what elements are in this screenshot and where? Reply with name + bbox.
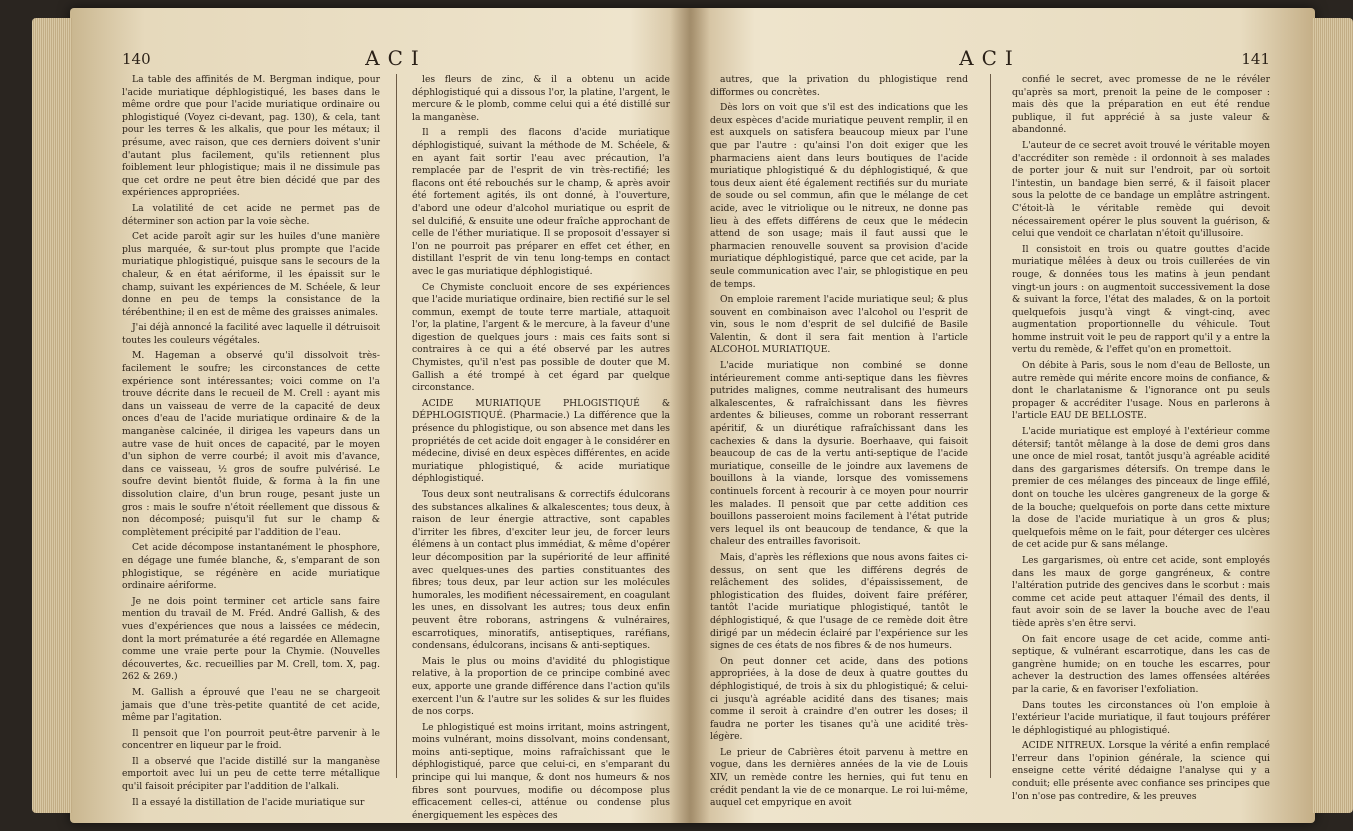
paragraph: La table des affinités de M. Bergman indique, pour l'acide muriatique déphlogistiqué, les bases dans le même ordre que pour l'acide muriatique ordinaire ou phlogistiqué (Voyez ci-devant, pag. 130), & cela, tant pour les terres & les alkalis, que pour les métaux; il présume, avec raison, que ces derniers doivent s'unir d'autant plus facilement, qu'ils retiennent plus foiblement leur phlogistique; mais il ne dissimule pas que cet ordre ne peut être bien décidé que par des expériences appropriées. (122, 74, 380, 199)
column-rule (396, 74, 397, 778)
right-column-2 (1012, 74, 1270, 813)
paragraph: Le phlogistiqué est moins irritant, moins astringent, moins vulnérant, moins dissolvant, moins condensant, moins anti-septique, moins rafraîchissant que le déphlogistiqué, parce que celui-ci, en s'emparant du principe qui lui manque, & dont nos humeurs & nos fibres sont pourvues, modifie ou décompose plus efficacement celles-ci, atténue ou condense plus énergiquement les espèces des (412, 721, 670, 821)
paragraph: Tous deux sont neutralisans & correctifs édulcorans des substances alkalines & alkalescentes; tous deux, à raison de leur énergie attractive, sont capables d'irriter les fibres, d'exciter leur jeu, de forcer leurs élémens à un contact plus immédiat, & même d'opérer leur décomposition par la supériorité de leur affinité avec quelques-unes des parties constituantes des fibres; tous deux, par leur action sur les molécules humorales, les modifient nécessairement, en coagulant les unes, en dissolvant les autres; tous deux enfin peuvent être roborans, astringens & vulnéraires, escarrotiques, minoratifs, antiseptiques, raréfians, condensans, édulcorans, incisans & anti-septiques. (412, 489, 670, 652)
paragraph: les fleurs de zinc, & il a obtenu un acide déphlogistiqué qui a dissous l'or, la platine, l'argent, le mercure & le plomb, comme celui qui a été distillé sur la manganèse. (412, 74, 670, 123)
paragraph: Il a observé que l'acide distillé sur la manganèse emportoit avec lui un peu de cette terre métallique qu'il faisoit précipiter par l'addition de l'alkali. (122, 755, 380, 793)
open-book (70, 8, 1315, 823)
right-page (710, 38, 1270, 809)
paragraph: On débite à Paris, sous le nom d'eau de Belloste, un autre remède qui mérite encore moins de confiance, & dont le charlatanisme & l'ignorance ont pu seuls propager & accréditer l'usage. Nous en parlerons à l'article EAU DE BELLOSTE. (1012, 360, 1270, 422)
left-column-1 (122, 74, 380, 825)
paragraph: L'auteur de ce secret avoit trouvé le véritable moyen d'accréditer son remède : il ordonnoit à ses malades de porter jour & nuit sur l'endroit, par où sortoit l'intestin, un bandage bien serré, & il faisoit placer sous la pelotte de ce bandage un emplâtre astringent. C'étoit-là le véritable remède qui devoit nécessairement opérer le plus souvent la guérison, & celui que vendoit ce charlatan n'étoit qu'illusoire. (1012, 139, 1270, 240)
paragraph: On emploie rarement l'acide muriatique seul; & plus souvent en combinaison avec l'alcohol ou l'esprit de vin, sous le nom d'esprit de sel dulcifié de Basile Valentin, & dont il sera fait mention à l'article ALCOHOL MURIATIQUE. (710, 294, 968, 356)
paragraph: Il a essayé la distillation de l'acide muriatique sur (132, 796, 365, 808)
right-page-number: 141 (1241, 50, 1270, 68)
column-rule (990, 74, 991, 778)
paragraph: Ce Chymiste concluoit encore de ses expériences que l'acide muriatique ordinaire, bien rectifié sur le sel commun, exempt de toute terre martiale, attaquoit l'or, la platine, l'argent & le mercure, à la faveur d'une digestion de quelques jours : mais ces faits sont si contraires à ce qui a été observé par les autres Chymistes, qu'il n'est pas possible de douter que M. Gallish a été trompé à cet égard par quelque circonstance. (412, 281, 670, 394)
paragraph: L'acide muriatique non combiné se donne intérieurement comme anti-septique dans les fièvres putrides malignes, comme neutralisant des humeurs alkalescentes, & rafraîchissant dans les fièvres ardentes & bilieuses, comme un roborant resserrant apéritif, & un diurétique rafraîchissant dans les cachexies & dans la dysurie. Boerhaave, qui faisoit beaucoup de cas de la vertu anti-septique de l'acide muriatique, conseille de le joindre aux lavemens de bouillons à la viande, lorsque des vomissemens continuels forcent à recourir à ce moyen pour nourrir les malades. Il pensoit que par cette addition ces bouillons passeroient moins facilement à l'état putride vers lequel ils ont beaucoup de tendance, & que la chaleur des entrailles favorisoit. (710, 360, 968, 548)
paragraph: Il consistoit en trois ou quatre gouttes d'acide muriatique mêlées à deux ou trois cuillerées de vin rouge, & données tous les matins à jeun pendant vingt-un jours : on augmentoit successivement la dose & suivant la force, l'état des malades, & on la portoit quelquefois jusqu'à vingt & vingt-cinq, avec augmentation proportionnelle du véhicule. Tout homme instruit voit le peu de rapport qu'il y a entre la vertu du remède, & l'effet qu'on en promettoit. (1012, 243, 1270, 356)
left-column-2 (412, 74, 670, 825)
paragraph: Cet acide paroît agir sur les huiles d'une manière plus marquée, & sur-tout plus prompte que l'acide muriatique phlogistiqué, puisque sans le secours de la chaleur, & en état aériforme, il les épaissit sur le champ, suivant les expériences de M. Schéele, & leur donne en peu de temps la consistance de la térébenthine; il en est de même des graisses animales. (122, 231, 380, 318)
paragraph: M. Gallish a éprouvé que l'eau ne se chargeoit jamais que d'une très-petite quantité de cet acide, même par l'agitation. (122, 686, 380, 724)
paragraph: La volatilité de cet acide ne permet pas de déterminer son action par la voie sèche. (122, 202, 380, 227)
left-page-header (122, 38, 670, 74)
left-page (122, 38, 670, 821)
paragraph: autres, que la privation du phlogistique rend difformes ou concrètes. (710, 74, 968, 98)
paragraph: Mais, d'après les réflexions que nous avons faites ci-dessus, on sent que les différens degrés de relâchement des solides, d'épaississement, de phlogistication des fluides, doivent faire préférer, tantôt l'acide muriatique phlogistiqué, tantôt le déphlogistiqué, & que l'usage de ce remède doit être dirigé par un médecin éclairé par l'expérience sur les signes de ces états de nos fibres & de nos humeurs. (710, 551, 968, 652)
paragraph: confié le secret, avec promesse de ne le révéler qu'après sa mort, prenoit la peine de le composer : mais dès que la préparation en eut été rendue publique, il fut apprécié à sa juste valeur & abandonné. (1012, 74, 1270, 136)
right-page-edges (1313, 18, 1353, 813)
paragraph: ACIDE NITREUX. Lorsque la vérité a enfin remplacé l'erreur dans l'opinion générale, la science qui enseigne cette vérité dédaigne l'analyse qui y a conduit; elle présente avec confiance ses principes que l'on n'ose pas contredire, & les preuves (1012, 740, 1270, 802)
paragraph: ACIDE MURIATIQUE PHLOGISTIQUÉ & DÉPHLOGISTIQUÉ. (Pharmacie.) La différence que la présence du phlogistique, ou son absence met dans les propriétés de cet acide doit engager à le considérer en médecine, divisé en deux espèces différentes, en acide muriatique phlogistiqué, & acide muriatique déphlogistiqué. (412, 397, 670, 485)
paragraph: Dans toutes les circonstances où l'on emploie à l'extérieur l'acide muriatique, il faut toujours préférer le déphlogistiqué au phlogistiqué. (1012, 699, 1270, 736)
paragraph: Je ne dois point terminer cet article sans faire mention du travail de M. Fréd. André Gallish, & des vues d'expériences que nous a laissées ce médecin, dont la mort prématurée a été regardée en Allemagne comme une vraie perte pour la Chymie. (Nouvelles découvertes, &c. recueillies par M. Crell, tom. X, pag. 262 & 269.) (122, 595, 380, 683)
left-running-head: ACI (365, 46, 427, 70)
paragraph: L'acide muriatique est employé à l'extérieur comme détersif; tantôt mêlange à la dose de demi gros dans une once de miel rosat, tantôt jusqu'à agréable acidité dans des gargarismes détersifs. On trempe dans le premier de ces mélanges des pinceaux de linge effilé, dont on touche les ulcères gangreneux de la gorge & de la bouche; quelquefois on porte dans cette mixture la dose de l'acide muriatique à un gros & plus; quelquefois même on le fait, pour déterger ces ulcères de cet acide pur & sans mélange. (1012, 426, 1270, 551)
paragraph: Il pensoit que l'on pourroit peut-être parvenir à le concentrer en liqueur par le froid. (122, 727, 380, 752)
paragraph: Le prieur de Cabrières étoit parvenu à mettre en vogue, dans les dernières années de la vie de Louis XIV, un remède contre les hernies, qui fut tenu en crédit pendant la vie de ce monarque. Le roi lui-même, auquel cet empyrique en avoit (710, 746, 968, 809)
right-running-head: ACI (959, 46, 1021, 70)
right-column-1 (710, 74, 968, 813)
paragraph: M. Hageman a observé qu'il dissolvoit très-facilement le soufre; les circonstances de cette expérience sont intéressantes; voici comme on l'a trouve décrite dans le recueil de M. Crell : ayant mis dans un vaisseau de verre de la capacité de deux onces d'eau de l'acide muriatique ordinaire & de la manganèse calcinée, il dirigea les vapeurs dans un autre vase de huit onces de capacité, par le moyen d'un siphon de verre courbé; il avoit mis d'avance, dans ce vaisseau, ½ gros de soufre pulvérisé. Le soufre devint bientôt fluide, & forma à la fin une dissolution claire, d'un brun rouge, pesant juste un gros : mais le soufre n'étoit réellement que dissous & non décomposé; puisqu'il fut sur le champ & complètement précipité par l'addition de l'eau. (122, 350, 380, 538)
paragraph: Cet acide décompose instantanément le phosphore, en dégage une fumée blanche, &, s'emparant de son phlogistique, se régénère en acide muriatique ordinaire aériforme. (122, 542, 380, 592)
right-page-header (710, 38, 1270, 74)
left-page-edges (32, 18, 72, 813)
paragraph: J'ai déjà annoncé la facilité avec laquelle il détruisoit toutes les couleurs végétales. (122, 322, 380, 346)
left-page-number: 140 (122, 50, 151, 68)
paragraph: On peut donner cet acide, dans des potions appropriées, à la dose de deux à quatre gouttes du déphlogistiqué, de trois à six du phlogistiqué; & celui-ci jusqu'à agréable acidité dans des tisanes; mais comme il seroit à craindre d'en outrer les doses; il faudra ne porter les tisanes qu'à une acidité très-légère. (710, 655, 968, 743)
book-gutter (670, 8, 710, 823)
paragraph: On fait encore usage de cet acide, comme anti-septique, & vulnérant escarrotique, dans les cas de gangrène humide; on en touche les escarres, pour achever la destruction des lames offensées altérées par la carie, & en favoriser l'exfoliation. (1012, 633, 1270, 695)
paragraph: Les gargarismes, où entre cet acide, sont employés dans les maux de gorge gangréneux, & contre l'altération putride des gencives dans le scorbut : mais comme cet acide peut attaquer l'émail des dents, il faut avoir soin de se laver la bouche avec de l'eau tiède après s'en être servi. (1012, 554, 1270, 629)
paragraph: Dès lors on voit que s'il est des indications que les deux espèces d'acide muriatique peuvent remplir, il en est auxquels on satisfera beaucoup mieux par l'une que par l'autre : qu'ainsi l'on doit exiger que les pharmaciens aient dans leurs boutiques de l'acide muriatique phlogistiqué & du déphlogistiqué, & que tous deux aient été également rectifiés sur du muriate de soude ou sel commun, afin que le mélange de cet acide, avec le vitriolique ou le nitreux, ne donne pas lieu à des effets différens de ceux que le médecin attend de son usage; mais il faut aussi que le pharmacien renouvelle souvent sa provision d'acide muriatique déphlogistiqué, parce que cet acide, par la seule communication avec l'air, se phlogistique en peu de temps. (710, 102, 968, 290)
paragraph: Mais le plus ou moins d'avidité du phlogistique relative, à la proportion de ce principe combiné avec eux, apporte une grande différence dans l'action qu'ils exercent l'un & l'autre sur les solides & sur les fluides de nos corps. (412, 655, 670, 718)
paragraph: Il a rempli des flacons d'acide muriatique déphlogistiqué, suivant la méthode de M. Schéele, & en ayant fait sortir l'eau avec précaution, l'a remplacée par de l'esprit de vin très-rectifié; les flacons ont été rebouchés sur le champ, & après avoir été fortement agités, ils ont donné, à l'ouverture, d'abord une odeur d'alcohol muriatique ou esprit de sel dulcifié, & ensuite une odeur fraîche approchant de celle de l'éther muriatique. Il se proposoit d'essayer si l'on ne pourroit pas préparer en effet cet éther, en distillant l'esprit de vin tenu long-temps en contact avec le gas muriatique déphlogistiqué. (412, 127, 670, 277)
